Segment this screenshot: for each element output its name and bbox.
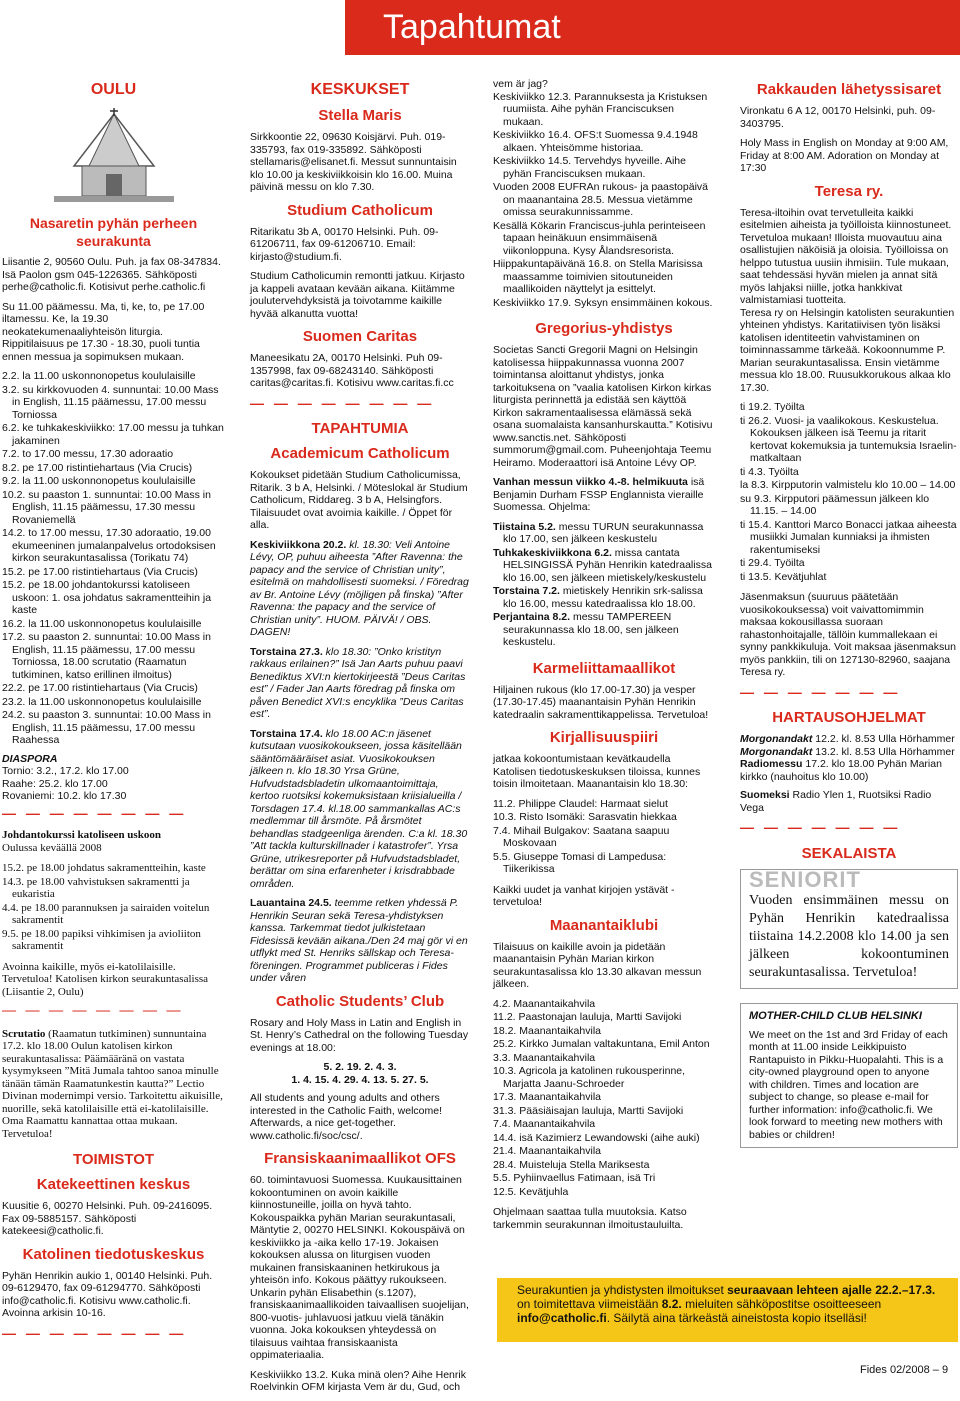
church-times: Su 11.00 päämessu. Ma, ti, ke, to, pe 17.00 iltamessu. Ke, la 19.30 neokatekumenaaliyhteisön liturgia. Rippitilaisuus pe 17.30 - 18.30, puoli tuntia ennen messua ja sopimuksen mukaan. (2, 300, 205, 363)
ho-item (740, 733, 958, 746)
heading-teresa: Teresa ry. (814, 182, 884, 200)
column-keskukset (250, 80, 470, 1401)
kk-text: Kuusitie 6, 00270 Helsinki. Puh. 09-2416095. Fax 09-5885157. Sähköposti katekeesi@catholic.fi. (2, 1200, 213, 1237)
kp-note: Kaikki uudet ja vanhat kirjojen ystävät - tervetuloa! (493, 883, 675, 908)
rl-text2: Holy Mass in English on Monday at 9:00 AM, Friday at 8:00 AM. Adoration on Monday at 17:30 (740, 137, 949, 174)
ac-item (250, 646, 470, 721)
greg-day: Perjantaina 8.2. (493, 611, 571, 623)
schedule-item: 17.2. su paaston 2. sunnuntai: 10.00 Mass in English, 11.15 päämessu, 17.00 messu Torniossa, 18.00 scrutatio (Raamatun tutkiminen, katso erillinen ilmoitus) (2, 631, 211, 681)
kp-item: 10.3. Risto Isomäki: Sarasvatin hiekkaa (493, 811, 677, 823)
rl-text: Vironkatu 6 A 12, 00170 Helsinki, puh. 09-3403795. (740, 105, 936, 130)
divider: — — — — — — — (740, 821, 901, 834)
diaspora-item: Rovaniemi: 10.2. klo 17.30 (2, 790, 127, 802)
column-societies (740, 80, 958, 1148)
heading-karmeliitta: Karmeliittamaallikot (532, 659, 676, 677)
diaspora-heading: DIASPORA (2, 752, 58, 765)
schedule-item: 14.2. to 17.00 messu, 17.30 adoraatio, 19.00 ekumeeninen jumalanpalvelus ortodoksisen kirkon seurakuntasalissa (Torikatu 74) (2, 527, 216, 564)
senior-text: Vuoden ensimmäinen messu on Pyhän Henrikin katedraalissa tiistaina 14.2.2008 klo 14.00 ja sen jälkeen kokoontuminen seurakuntasalissa. Tervetuloa! (749, 893, 949, 980)
senior-box (740, 866, 958, 990)
course-item: 15.2. pe 18.00 johdatus sakramentteihin, kaste (2, 862, 206, 874)
heading-tapahtumia: TAPAHTUMIA (311, 420, 409, 437)
ofs-item: Keskiviikko 14.5. Tervehdys hyveille. Aihe pyhän Franciscuksen mukaan. (493, 155, 686, 180)
schedule-item: 8.2. pe 17.00 ristintiehartaus (Via Crucis) (2, 461, 193, 474)
notice-text (497, 1278, 958, 1325)
divider: — — — — — — — (740, 685, 901, 698)
sc-text2: Studium Catholicumin remontti jatkuu. Kirjasto ja kappeli avataan kevään aikana. Kiitämme joulutervehdyksistä ja toivotamme kaikille hyvää alkanutta vuotta! (250, 270, 465, 320)
ac-date: Keskiviikkona 20.2. (250, 538, 347, 551)
page-title: Tapahtumat (383, 8, 561, 46)
ac-intro: Kokoukset pidetään Studium Catholicumissa, Ritarik. 3 b A, Helsinki. / Möteslokal är Studium Catholicum, Riddareg. 3 b A, Helsingfors. Tilaisuudet ovat avoimia kaikille. / Öppet för alla. (250, 469, 468, 531)
scrutatio-label: Scrutatio (2, 1027, 46, 1040)
divider: — — — — — — — — (2, 1326, 187, 1339)
schedule-item: 7.2. to 17.00 messu, 17.30 adoraatio (2, 448, 174, 460)
schedule-item: 22.2. pe 17.00 ristintiehartaus (Via Crucis) (2, 682, 198, 694)
ofs-item: Kesällä Kökarin Franciscus-juhla perinteiseen tapaan heinäkuun ensimmäisenä viikonloppuna. Kysy Ålandsresorista. (493, 219, 706, 257)
scrutatio-text (2, 1028, 225, 1141)
schedule-item: 24.2. su paaston 3. sunnuntai: 10.00 Mass in English, 11.15 päämessu, 17.00 messu Raahessa (2, 709, 211, 746)
mk-item: 18.2. Maanantaikahvila (493, 1024, 601, 1037)
ho-text: 12.2. kl. 8.53 Ulla Hörhammer (812, 733, 955, 745)
km-text: Hiljainen rukous (klo 17.00-17.30) ja vesper (17.30-17.45) maanantaisin Pyhän Henrikin katedraalin sakramenttikappelissa. Tervetuloa! (493, 683, 709, 721)
heading-gregorius: Gregorius-yhdistys (535, 320, 673, 337)
church-address: Liisantie 2, 90560 Oulu. Puh. ja fax 08-347834. Isä Paolon gsm 045-1226365. Sähköposti perhe@catholic.fi. Kotisivut perhe.catholic.fi (2, 256, 221, 293)
ho-suomeksi-text: Radio Ylen 1, Ruotsiksi Radio Vega (740, 789, 932, 814)
schedule-item: 16.2. la 11.00 uskonnonopetus koululaisille (2, 617, 202, 630)
notice-email[interactable]: info@catholic.fi (517, 1311, 607, 1325)
heading-kirjallisuuspiiri: Kirjallisuuspiiri (549, 729, 659, 746)
kp-text: jatkaa kokoontumistaan kevätkaudella Katolisen tiedotuskeskuksen tiloissa, kunnes toisin ilmoitetaan. Maanantaisin klo 18.30: (493, 753, 701, 790)
schedule-item: 15.2. pe 17.00 ristintiehartaus (Via Crucis) (2, 565, 198, 578)
ho-item (740, 758, 958, 783)
kt-text: Pyhän Henrikin aukio 1, 00140 Helsinki. Puh. 09-6129470, fax 09-61294770. Sähköposti info@catholic.fi. Kotisivu www.catholic.fi. Avoinna arkisin 10-16. (2, 1269, 213, 1319)
mk-item: 12.5. Kevätjuhla (493, 1185, 569, 1198)
schedule-item: 3.2. su kirkkovuoden 4. sunnuntai: 10.00 Mass in English, 11.15 päämessu, 17.00 messu Torniossa (2, 383, 219, 421)
mk-item: 25.2. Kirkko Jumalan valtakuntana, Emil Anton (493, 1038, 710, 1050)
ofs-item: Keskiviikko 16.4. OFS:t Suomessa 9.4.1948 alkaen. Yhteisömme historiaa. (493, 129, 698, 154)
course-item: 4.4. pe 18.00 parannuksen ja sairaiden voitelun sakramentit (2, 901, 210, 926)
course-block (2, 829, 225, 1140)
teresa-item: ti 15.4. Kanttori Marco Bonacci jatkaa aiheesta musiikki Jumalan kunniaksi ja ihmisten rakentumiseksi (740, 518, 957, 556)
greg-text: messu TAMPEREEN seurakunnassa klo 18.00, sen jälkeen keskustelu. (503, 611, 679, 648)
mk-text: Tilaisuus on kaikille avoin ja pidetään maanantaisin Pyhän Marian kirkon seurakuntasalissa klo 13.30 alkavan messun jälkeen. (493, 940, 702, 990)
teresa-item: su 9.3. Kirpputori päämessun jälkeen klo 11.15. – 14.00 (740, 492, 930, 517)
kp-item: 11.2. Philippe Claudel: Harmaat sielut (493, 797, 668, 810)
teresa-item: ti 19.2. Työilta (740, 401, 805, 413)
csc-dates: 1. 4. 15. 4. 29. 4. 13. 5. 27. 5. (291, 1073, 429, 1086)
ac-body: kl. 18.30: Veli Antoine Lévy, OP, puhuu aiheesta ”After Ravenna: the papacy and the service of Christian unity”, esitelmä on mahdollisesti suomeksi. / Föredrag av Br. Antoine Lévy (möjligen på finska) ”After Ravenna: the papacy and the service of Christian unity”. HUOM. PÄIVÄ! / OBS. DAGEN! (250, 538, 469, 638)
ac-item (250, 539, 470, 639)
csc-text2: All students and young adults and others interested in the Catholic Faith, welcome! Afterwards, a nice get-together. www.catholic.fi/soc/csc/. (250, 1092, 443, 1142)
greg-text: missa cantata HELSINGISSÄ Pyhän Henrikin katedraalissa klo 16.00, sen jälkeen mietiskely/keskustelu (503, 546, 712, 584)
ac-date: Lauantaina 24.5. (250, 897, 332, 909)
greg-day: Torstaina 7.2. (493, 585, 560, 597)
ofs-item: Vuoden 2008 EUFRAn rukous- ja paastopäivä on maanantaina 28.5. Messua vietämme omissa seurakunnissamme. (493, 181, 708, 218)
schedule-list (2, 370, 225, 747)
diaspora-item: Tornio: 3.2., 17.2. klo 17.00 (2, 765, 129, 777)
greg-item (493, 521, 715, 546)
heading-nasaret: Nasaretin pyhän perheen seurakunta (29, 215, 198, 249)
sm-text: Sirkkoontie 22, 09630 Koisjärvi. Puh. 019-335793, fax 019-335892. Sähköposti stellamaris@elisanet.fi. Messut sunnuntaisin klo 10.00 ja keskiviikkoisin klo 16.00. Muina päivinä messu on klo 7.30. (250, 131, 457, 193)
ac-body: klo 18.30: ”Onko kristityn rakkaus erilainen?” Isä Jan Aarts puhuu paavi Benediktus XVI:n kiertokirjeestä ”Deus Caritas est” / Fader Jan Aarts föredrag på finska om påven Benedict XVI:s encyklika ”Deus Caritas est”. (250, 645, 466, 720)
heading-keskukset: KESKUKSET (310, 81, 410, 98)
schedule-item: 6.2. ke tuhkakeskiviikko: 17.00 messu ja tuhkan jakaminen (2, 422, 224, 447)
mk-item: 7.4. Maanantaikahvila (493, 1118, 596, 1130)
divider: — — — — — — — — (2, 1005, 184, 1018)
mk-item: 4.2. Maanantaikahvila (493, 997, 596, 1010)
teresa-item: ti 4.3. Työilta (740, 465, 799, 478)
notice-box (497, 1278, 958, 1342)
teresa-text: Teresa-iltoihin ovat tervetulleita kaikki esitelmien aiheista ja työilloista kiinnostuneet. Tervetuloa mukaan! Illoista muovautuu aina osallistujien näköisiä ja oloisia. Työilloissa on helppo tutustua uusiin ihmisiin. Tule mukaan, saat tehdessäsi hyvän mielen ja annat sitä myös lahjaksi niille, jotka hankkivat valmistamiasi tuotteita. (740, 206, 952, 306)
ho-label: Radiomessu (740, 758, 803, 770)
senior-title: SENIORIT (749, 866, 861, 892)
mc-text: We meet on the 1st and 3rd Friday of each month at 11.00 inside Leikkipuisto Rantapuisto in Pikku-Huopalahti. This is a city-owned playground open to anyone with children. Times and location are subject to change, so please e-mail for further information: info@catholic.fi. We look forward to meeting new mothers with babies or children! (749, 1028, 948, 1141)
greg-item (493, 547, 715, 585)
greg-text: mietiskely Henrikin srk-salissa klo 16.00, messu katedraalissa klo 18.00. (503, 585, 703, 610)
greg-text: messu TURUN seurakunnassa klo 17.00, sen jälkeen keskustelu (503, 520, 704, 545)
greg-vanhan (493, 476, 715, 514)
ho-label: Morgonandakt (740, 733, 813, 745)
teresa-item: ti 29.4. Työilta (740, 557, 805, 569)
ac-item (250, 897, 470, 985)
ofs-item: Keskiviikko 12.3. Parannuksesta ja Kristuksen ruumiista. Aihe pyhän Franciscuksen mukaan. (493, 90, 708, 128)
ac-date: Torstaina 17.4. (250, 727, 323, 740)
heading-oulu: OULU (90, 81, 137, 98)
notice-part: Seurakuntien ja yhdistysten ilmoitukset (517, 1283, 728, 1297)
column-events (493, 78, 715, 1238)
mk-item: 28.4. Muisteluja Stella Mariksesta (493, 1158, 650, 1171)
ofs-text2: Keskiviikko 13.2. Kuka minä olen? Aihe Henrik Roelvinkin OFM kirjasta Vem är du, Gud, och (250, 1368, 466, 1393)
kp-item: 5.5. Giuseppe Tomasi di Lampedusa: Tiikerikissa (493, 850, 667, 875)
greg-item (493, 585, 715, 610)
teresa-item: la 8.3. Kirpputorin valmistelu klo 10.00 – 14.00 (740, 479, 956, 491)
ho-text: 13.2. kl. 8.53 Ulla Hörhammer (812, 745, 955, 758)
greg-day: Tuhkakeskiviikkona 6.2. (493, 546, 612, 559)
teresa-item: ti 26.2. Vuosi- ja vaalikokous. Keskustelua. Kokouksen jälkeen isä Teemu ja ritarit kertovat kokemuksia ja tuntemuksia Israelin-matkaltaan (740, 414, 957, 464)
schedule-item: 2.2. la 11.00 uskonnonopetus koululaisille (2, 370, 196, 382)
mk-item: 5.5. Pyhiinvaellus Fatimaan, isä Tri (493, 1172, 656, 1184)
heading-ofs: Fransiskaanimaallikot OFS (264, 1150, 456, 1167)
heading-caritas: Suomen Caritas (302, 328, 418, 345)
ofs-item: Keskiviikko 17.9. Syksyn ensimmäinen kokous. (493, 296, 713, 309)
mc-title: MOTHER-CHILD CLUB HELSINKI (749, 1010, 922, 1022)
teresa-text2: Teresa ry on Helsingin katolisten seurakuntien yhteinen yhdistys. Karitatiivisen työn lisäksi katolisen identiteetin vahvistaminen on toiminnassamme tärkeää. Kokoonnumme P. Marian seurakuntasalissa. Ensin vietämme messua klo 18.00. Ruusukkorukous alkaa klo 17.30. (740, 306, 955, 394)
ho-suomeksi-label: Suomeksi (740, 789, 790, 801)
ac-body: klo 18.00 AC:n jäsenet kutsutaan vuosikokoukseen, jossa käsitellään sääntömääräiset asiat. Vuosikokouksen jälkeen n. klo 18.30 Yrsa Grüne, Hufvudstadsbladetin ulkomaantoimittaja, kertoo ruotsiksi kokemuksistaan kriisialueilla / Torsdagen 17.4. kl.18.00 sammankallas AC:s medlemmar till årsmöte. På årsmötet behandlas stadgeenliga ärenden. C:a kl. 18.30 ”Att tackla kulturskillnader i katastrofer”. Yrsa Grüne, utrikesreporter på Hufvudstadsbladet, berättar om sina erfarenheter i krisdrabbade områden. (250, 727, 468, 890)
scrutatio-body: (Raamatun tutkiminen) sunnuntaina 17.2. klo 18.00 Oulun katolisen kirkon seurakuntasalissa: Päämääränä on vastata kysymykseen ”Mitä Jumala tahtoo sanoa minulle tänään tämän Raamatunkestin kautta?” Lectio Divinan modernimpi versio. Tarkoitettu aikuisille, nuorille, sekä katolilaisille että ei-katolilaisille. Oma Raamattu kannattaa ottaa mukaan. Tervetuloa! (2, 1027, 223, 1140)
sc-text: Ritarikatu 3b A, 00170 Helsinki. Puh. 09-61206711, fax 09-61206710. Email: kirjasto@studium.fi. (250, 225, 439, 263)
heading-toimistot: TOIMISTOT (72, 1151, 155, 1168)
heading-studium: Studium Catholicum (287, 201, 433, 219)
mk-item: 10.3. Agricola ja katolinen rukousperinne, Marjatta Jaanu-Schroeder (493, 1065, 686, 1090)
heading-katekeettinen: Katekeettinen keskus (36, 1176, 191, 1193)
notice-bold: seuraavaan lehteen ajalle 22.2.–17.3. (727, 1283, 936, 1297)
heading-tiedotuskeskus: Katolinen tiedotuskeskus (22, 1245, 205, 1263)
ac-body: teemme retken yhdessä P. Henrikin Seuran sekä Teresa-yhdistyksen kanssa. Tarkemmat tiedot julkistetaan Fidesissä kevään aikana./Den 24 maj gör vi en utflykt med St. Henriks sällskap och Teresa-föreningen. Programmet publiceras i Fides under våren (250, 897, 468, 984)
greg-item (493, 611, 715, 649)
ho-text: 17.2. klo 18.00 Pyhän Marian kirkko (nauhoitus klo 10.00) (740, 758, 942, 783)
caritas-text: Maneesikatu 2A, 00170 Helsinki. Puh 09-1357998, fax 09-68243140. Sähköposti caritas@caritas.fi. Kotisivu www.caritas.fi.cc (250, 352, 454, 389)
greg-text: Societas Sancti Gregorii Magni on Helsingin katolisessa hiippakunnassa vuonna 2007 toimintansa aloittanut yhdistys, jonka tarkoituksena on ”vaalia katolisen Kirkon kirkas liturgista perinnettä ja edistää sen käyttöä Kirkon sakramentaalisessa elämässä sekä osana suomalaista kansanhurskautta.” Kotisivu www.sanctis.net. Sähköposti summorum@gmail.com. Puheenjohtaja Teemu Heiramo. Moderaattori isä Antoine Lévy OP. (493, 344, 713, 469)
notice-part: mieluiten sähköpostitse osoitteeseen (681, 1297, 882, 1311)
course-item: 14.3. pe 18.00 vahvistuksen sakramentti ja eukaristia (2, 875, 190, 900)
mk-item: 14.4. isä Kazimierz Lewandowski (aihe auki) (493, 1131, 700, 1144)
section-header (345, 0, 960, 55)
ofs-item: Hiippakuntapäivänä 16.8. on Stella Marisissa maassamme toimivien sitoutuneiden maallikoiden näyttelyt ja esittelyt. (493, 258, 703, 295)
mk-item: 3.3. Maanantaikahvila (493, 1051, 596, 1064)
notice-bold: 8.2. (661, 1297, 682, 1311)
heading-rakkauden: Rakkauden lähetyssisaret (756, 81, 942, 98)
schedule-item: 9.2. la 11.00 uskonnonopetus koululaisille (2, 475, 196, 487)
ac-item (250, 728, 470, 891)
schedule-item: 23.2. la 11.00 uskonnonopetus koululaisille (2, 695, 202, 708)
divider: — — — — — — — — (250, 396, 435, 409)
heading-csc: Catholic Students’ Club (275, 992, 445, 1010)
kp-item: 7.4. Mihail Bulgakov: Saatana saapuu Moskovaan (493, 824, 670, 849)
course-heading: Johdantokurssi katoliseen uskoon (2, 829, 161, 841)
mk-item: 31.3. Pääsiäisajan lauluja, Martti Savijoki (493, 1104, 684, 1117)
mother-child-box (740, 1003, 958, 1148)
csc-text: Rosary and Holy Mass in Latin and English in St. Henry’s Cathedral on the following Tuesday evenings at 18.00: (250, 1016, 469, 1054)
heading-hartausohjelmat: HARTAUSOHJELMAT (772, 709, 926, 726)
ho-suomeksi (740, 789, 958, 814)
divider: — — — — — — — — (2, 806, 187, 819)
teresa-note: Jäsenmaksun (suuruus päätetään vuosikokouksessa) voit vaivattomimmin maksaa kokousillassa suoraan rahastonhoitajalle, tällöin kummallekaan ei synny pankkikuluja. Voit maksaa jäsenmaksun myös pankkiin, tili on 127130-82960, saajana Teresa ry. (740, 591, 956, 678)
course-item: 9.5. pe 18.00 papiksi vihkimisen ja avioliiton sakramentit (2, 927, 201, 952)
csc-dates: 5. 2. 19. 2. 4. 3. (323, 1061, 397, 1073)
column-oulu (2, 80, 225, 1349)
teresa-item: ti 13.5. Kevätjuhlat (740, 570, 827, 583)
heading-sekalaista: SEKALAISTA (801, 844, 897, 862)
mk-item: 17.3. Maanantaikahvila (493, 1091, 601, 1103)
ho-label: Morgonandakt (740, 745, 813, 758)
course-note: Avoinna kaikille, myös ei-katolilaisille. Tervetuloa! Katolisen kirkon seurakuntasalissa (Liisantie 2, Oulu) (2, 960, 209, 998)
schedule-item: 10.2. su paaston 1. sunnuntai: 10.00 Mass in English, 11.15 päämessu, 17.30 messu Rovaniemellä (2, 488, 211, 526)
course-subheading: Oulussa keväällä 2008 (2, 841, 102, 854)
mk-item: 21.4. Maanantaikahvila (493, 1145, 601, 1157)
church-illustration (44, 106, 184, 206)
heading-academicum: Academicum Catholicum (270, 445, 450, 462)
heading-maanantaiklubi: Maanantaiklubi (549, 916, 659, 934)
mk-item: 11.2. Paastonajan lauluja, Martti Savijoki (493, 1011, 682, 1023)
greg-vanhan-text: isä Benjamin Durham FSSP Englannista vieraille Suomessa. Ohjelma: (493, 476, 705, 513)
notice-part: on toimitettava viimeistään (517, 1297, 662, 1311)
notice-part: . Säilytä aina tärkeästä aineistosta kopio itselläsi! (606, 1311, 867, 1325)
greg-vanhan-title: Vanhan messun viikko 4.-8. helmikuuta (493, 476, 688, 488)
greg-day: Tiistaina 5.2. (493, 520, 556, 533)
schedule-item: 15.2. pe 18.00 johdantokurssi katoliseen uskoon: 1. osa johdatus sakramentteihin ja kaste (2, 579, 212, 616)
ac-date: Torstaina 27.3. (250, 645, 323, 658)
ofs-cont: vem är jag? (493, 78, 548, 90)
ho-item (740, 746, 958, 759)
mk-note: Ohjelmaan saattaa tulla muutoksia. Katso tarkemmin seurakunnan ilmoitustauluilta. (493, 1206, 687, 1231)
heading-stella-maris: Stella Maris (318, 107, 402, 124)
diaspora-item: Raahe: 25.2. klo 17.00 (2, 777, 108, 790)
page-footer: Fides 02/2008 – 9 (860, 1364, 949, 1376)
ofs-text: 60. toimintavuosi Suomessa. Kuukausittainen kokoontuminen on avoin kaikille kiinnostuneille, joilla on hyvä tahto. Kokouspaikka pyhän Marian seurakuntasali, Mäntytie 2, 00270 HELSINKI. Kokouspäivä on keskiviikko ja -aika kello 17-19. Jokaisen kokouksen alussa on liturgisen vuoden mukainen fransiskaaninen hetkirukous ja yhteisön info. Kokous päättyy rukoukseen. Unkarin pyhän Elisabethin (s.1207), fransiskaanimaallikoiden taivaallisen suojelijan, 800-vuotis- juhlavuosi jatkuu vielä tänäkin vuonna. Joka kokouksen yhteydessä on tilaisuus vaihtaa fransiskaanista oppimateriaalia. (250, 1174, 469, 1361)
